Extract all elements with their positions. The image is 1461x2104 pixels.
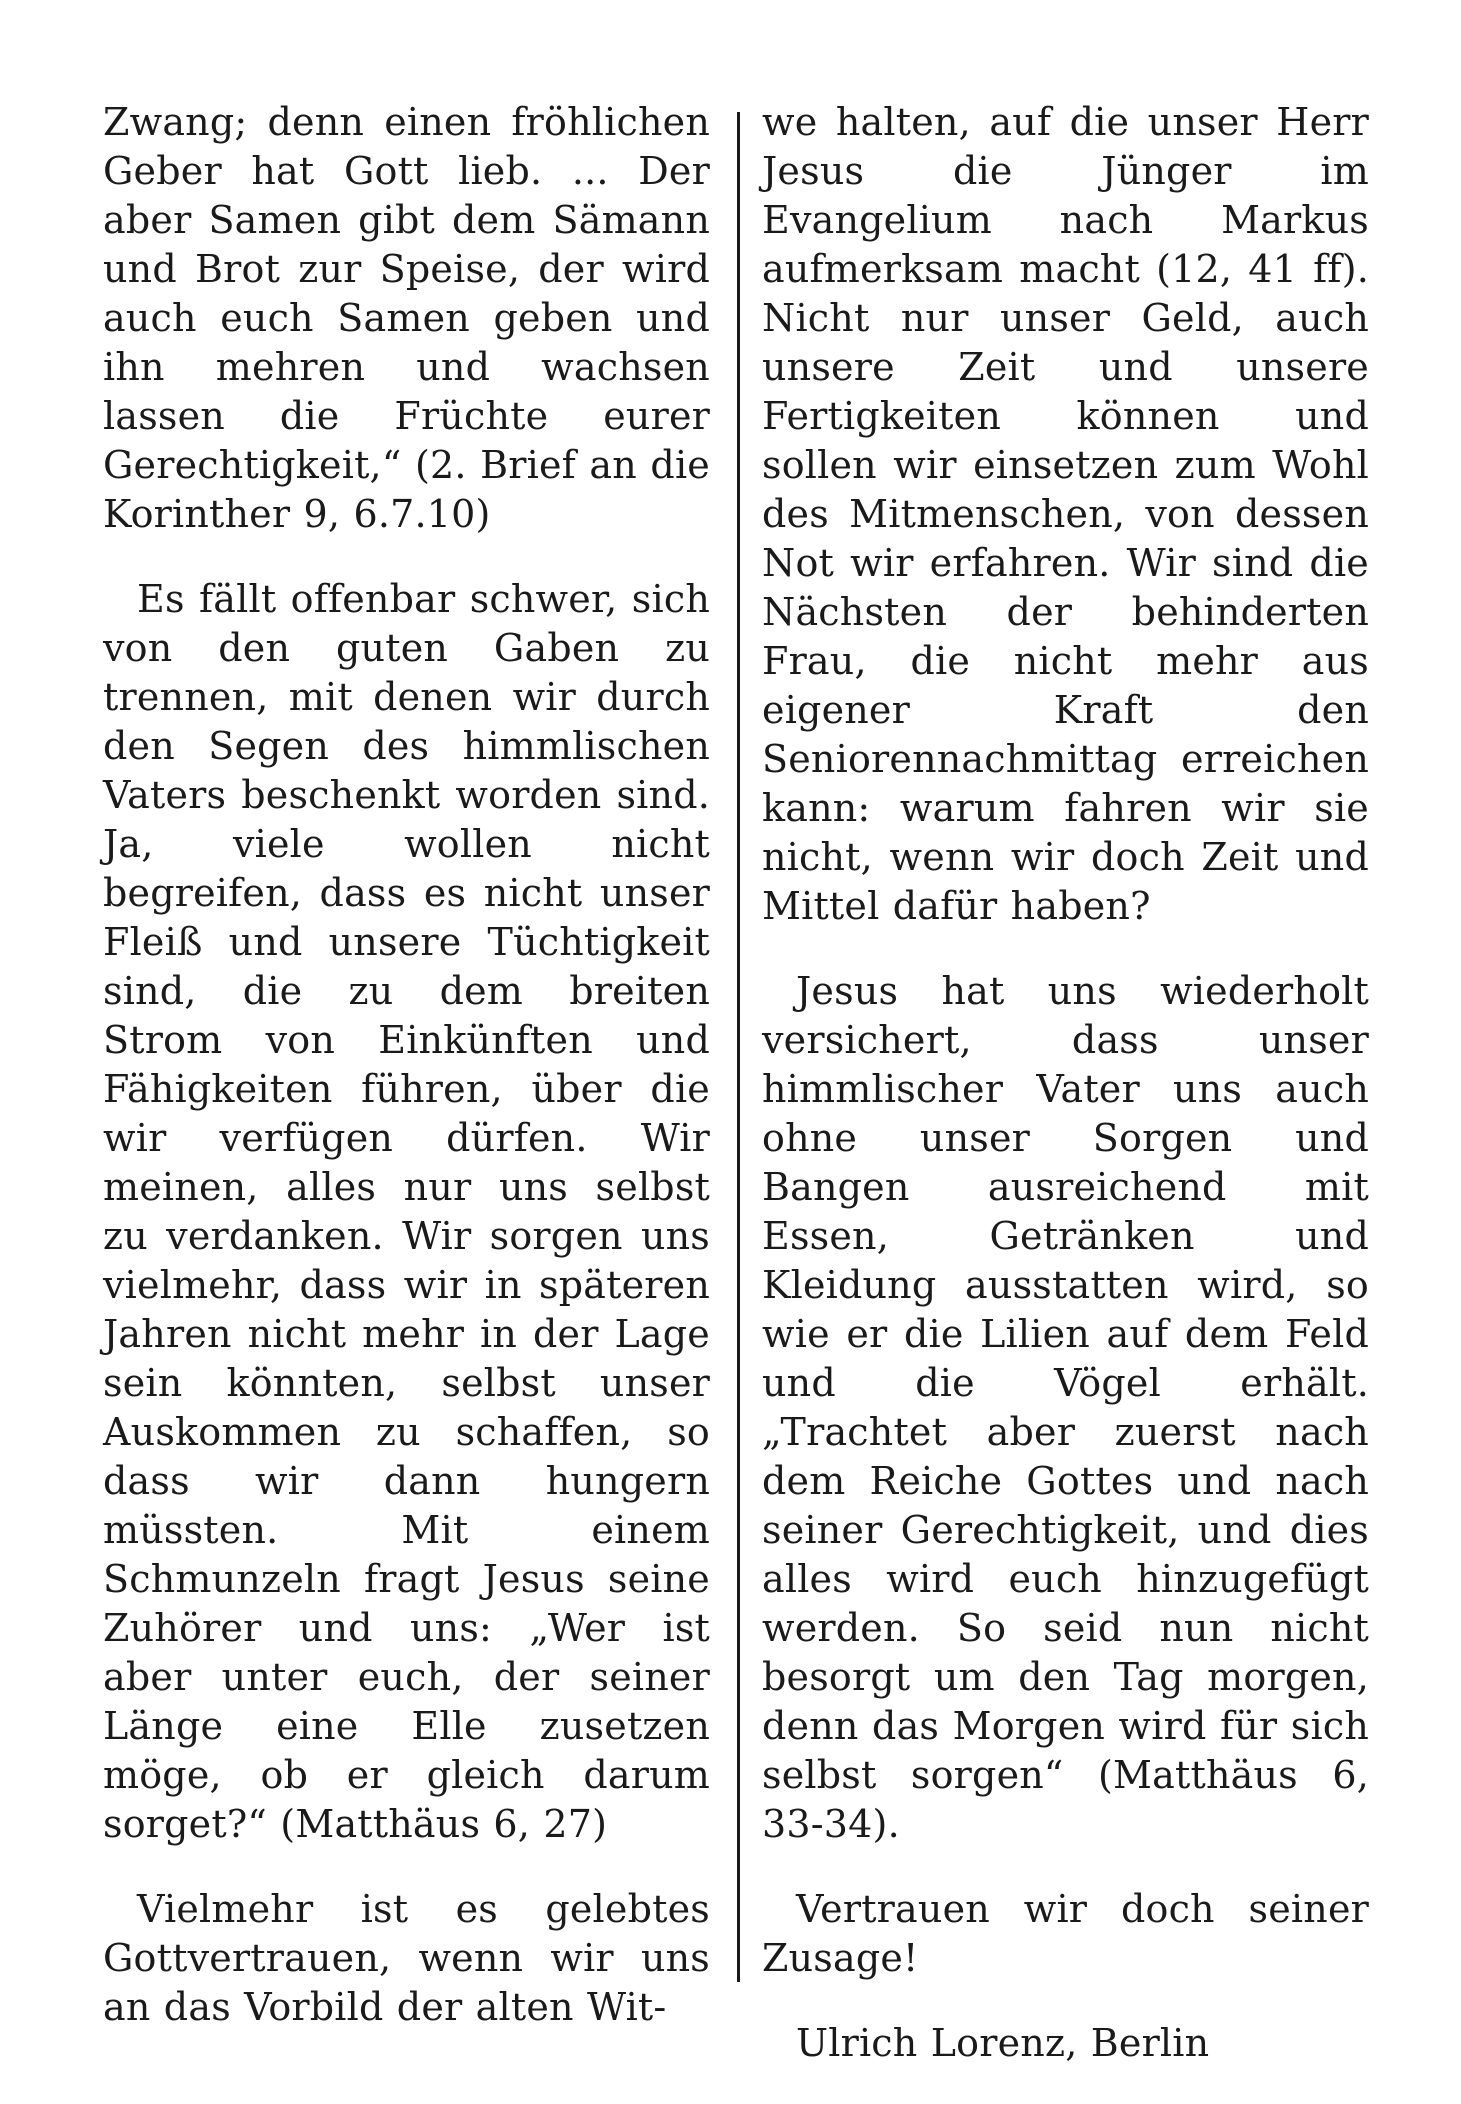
paragraph-left-2: Es fällt offenbar schwer, sich von den guten Gaben zu trennen, mit denen wir durch den Segen des himmlischen Vaters beschenkt worden sind. Ja, viele wollen nicht begreifen, dass es nicht unser Fleiß und unsere Tüchtigkeit sind, die zu dem breiten Strom von Einkünften und Fähigkeiten führen, über die wir verfügen dürfen. Wir meinen, alles nur uns selbst zu verdanken. Wir sorgen uns vielmehr, dass wir in späteren Jahren nicht mehr in der Lage sein könnten, selbst unser Auskommen zu schaffen, so dass wir dann hungern müssten. Mit einem Schmunzeln fragt Jesus seine Zuhörer und uns: „Wer ist aber unter euch, der seiner Länge eine Elle zusetzen möge, ob er gleich darum sorget?“ (Matthäus 6, 27) xyxy=(103,577,710,1846)
paragraph-left-1: Zwang; denn einen fröhlichen Geber hat Gott lieb. ... Der aber Samen gibt dem Sämann und Brot zur Speise, der wird auch euch Samen geben und ihn mehren und wachsen lassen die Früchte eurer Gerechtigkeit,“ (2. Brief an die Korinther 9, 6.7.10) xyxy=(103,100,710,536)
paragraph-right-2: Jesus hat uns wiederholt versichert, dass unser himmlischer Vater uns auch ohne unser Sorgen und Bangen ausreichend mit Essen, Getränken und Kleidung ausstatten wird, so wie er die Lilien auf dem Feld und die Vögel erhält. „Trachtet aber zuerst nach dem Reiche Gottes und nach seiner Gerechtigkeit, und dies alles wird euch hinzugefügt werden. So seid nun nicht besorgt um den Tag morgen, denn das Morgen wird für sich selbst sorgen“ (Matthäus 6, 33-34). xyxy=(762,969,1369,1846)
left-column xyxy=(103,98,710,2068)
paragraph-right-3: Vertrauen wir doch seiner Zusage! xyxy=(762,1887,1369,1980)
paragraph-right-1: we halten, auf die unser Herr Jesus die Jünger im Evangelium nach Markus aufmerksam macht (12, 41 ff). Nicht nur unser Geld, auch unsere Zeit und unsere Fertigkeiten können und sollen wir einsetzen zum Wohl des Mitmenschen, von dessen Not wir erfahren. Wir sind die Nächsten der behinderten Frau, die nicht mehr aus eigener Kraft den Seniorennachmittag erreichen kann: warum fahren wir sie nicht, wenn wir doch Zeit und Mittel dafür haben? xyxy=(762,100,1369,928)
author-signature: Ulrich Lorenz, Berlin xyxy=(796,2021,1210,2065)
right-column xyxy=(762,98,1369,2104)
paragraph-left-3: Vielmehr ist es gelebtes Gottvertrauen, wenn wir uns an das Vorbild der alten Wit- xyxy=(103,1887,710,2029)
column-divider xyxy=(737,112,740,1982)
